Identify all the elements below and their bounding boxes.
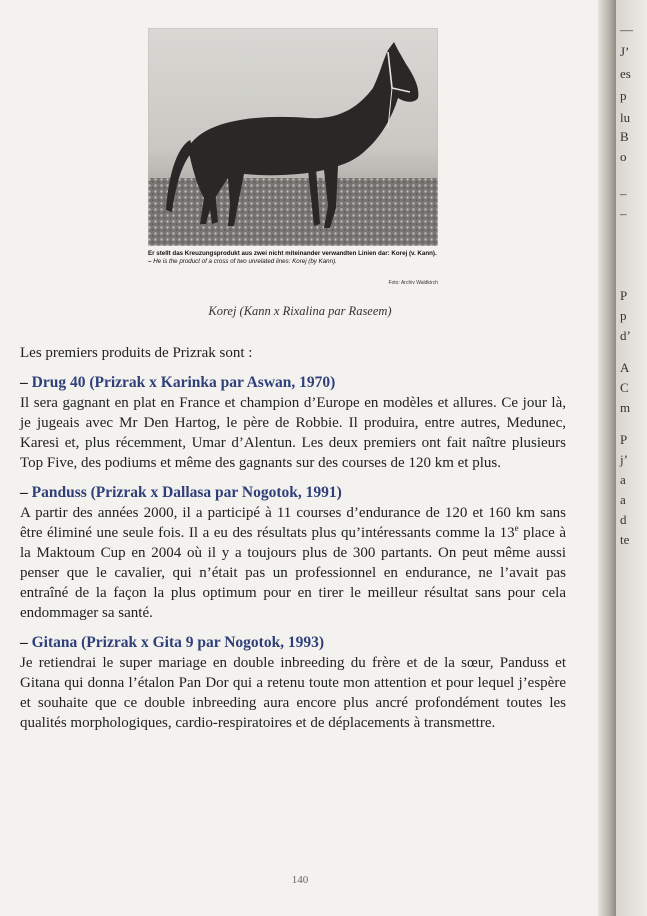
adjacent-text-fragment: d’ xyxy=(620,328,631,343)
photo-caption-german: Er stellt das Kreuzungsprodukt aus zwei nicht miteinander verwandten Linien dar: Korej (v. Kann). – xyxy=(148,250,437,265)
heading-title: Drug 40 (Prizrak x Karinka par Aswan, 1970) xyxy=(31,374,336,391)
heading-title: Panduss (Prizrak x Dallasa par Nogotok, 1991) xyxy=(31,484,342,501)
text-part: place à la Maktoum Cup en 2004 où il y a toujours plus de 300 partants. On peut même aussi penser que le cavalier, qui n’était pas un professionnel en endurance, ne l’avait pas entraîné de la façon la plus optimum pour en tirer le meilleur résultat sans pour cela endommager sa santé. xyxy=(20,525,566,621)
text-part: A partir des années 2000, il a participé à 11 courses d’endurance de 120 et 160 km sans être éliminé une seule fois. Il a eu des résultats plus qu’intéressants comme la 13 xyxy=(20,505,566,541)
ordinal-superscript: e xyxy=(514,523,519,533)
heading-dash: – xyxy=(20,374,32,391)
figure-caption: Korej (Kann x Rixalina par Raseem) xyxy=(208,304,392,318)
adjacent-page-edge xyxy=(616,0,647,916)
main-text xyxy=(20,343,566,733)
intro-paragraph: Les premiers produits de Prizrak sont : xyxy=(20,345,253,361)
section-heading-gitana xyxy=(20,633,566,653)
photo-caption-english: He is the product of a cross of two unrelated lines: Korej (by Kann). xyxy=(153,258,337,265)
section-text-panduss xyxy=(20,503,566,623)
book-gutter xyxy=(598,0,616,916)
section-heading-panduss xyxy=(20,483,566,503)
adjacent-text-fragment: a xyxy=(620,492,626,507)
adjacent-text-fragment: – xyxy=(620,206,627,221)
heading-dash: – xyxy=(20,634,32,651)
section-text-drug-40: Il sera gagnant en plat en France et champion d’Europe en modèles et allures. Ce jour là, je jugeais avec Mr Den Hartog, le père de Robbie. Il produira, entre autres, Medunec, Karesi et, plus récemment, Umar d’Alentun. Les deux premiers ont fait naître plusieurs Top Five, des podiums et même des gagnants sur des courses de 120 km et plus. xyxy=(20,395,566,471)
horse-photo xyxy=(148,28,438,246)
adjacent-text-fragment: – xyxy=(620,186,627,201)
adjacent-text-fragment: es xyxy=(620,66,631,81)
adjacent-text-fragment: p xyxy=(620,308,627,323)
photo-credit: Foto: Archiv Waldkirch xyxy=(388,280,438,286)
photo-block xyxy=(148,28,438,286)
adjacent-text-fragment: m xyxy=(620,400,631,415)
adjacent-text-fragment: A xyxy=(620,360,630,375)
adjacent-text-fragment: j’ xyxy=(620,452,628,467)
adjacent-text-fragment: p xyxy=(620,88,627,103)
adjacent-text-fragment: o xyxy=(620,149,627,164)
adjacent-text-fragment: P xyxy=(620,288,628,303)
section-text-gitana: Je retiendrai le super mariage en double inbreeding du frère et de la sœur, Panduss et Gitana qui donna l’étalon Pan Dor qui a retenu toute mon attention et pour lequel j’espère et souhaite que ce double inbreeding aura encore plus ancré profondément toutes les qualités morphologiques, cardio-respiratoires et de déplacements à transmettre. xyxy=(20,655,566,731)
section-heading-drug-40 xyxy=(20,373,566,393)
adjacent-text-fragment: lu xyxy=(620,110,631,125)
adjacent-text-fragment: a xyxy=(620,472,626,487)
page-number: 140 xyxy=(291,874,309,886)
adjacent-text-fragment: P xyxy=(620,432,628,447)
adjacent-text-fragment: B xyxy=(620,129,629,144)
photo-caption xyxy=(148,250,438,266)
heading-title: Gitana (Prizrak x Gita 9 par Nogotok, 1993) xyxy=(31,634,325,651)
adjacent-text-fragment: te xyxy=(620,532,630,547)
adjacent-text-fragment: d xyxy=(620,512,627,527)
adjacent-text-fragment: C xyxy=(620,380,629,395)
adjacent-text-fragment: — xyxy=(620,22,633,37)
heading-dash: – xyxy=(20,484,32,501)
adjacent-text-fragment: J’ xyxy=(620,44,630,59)
